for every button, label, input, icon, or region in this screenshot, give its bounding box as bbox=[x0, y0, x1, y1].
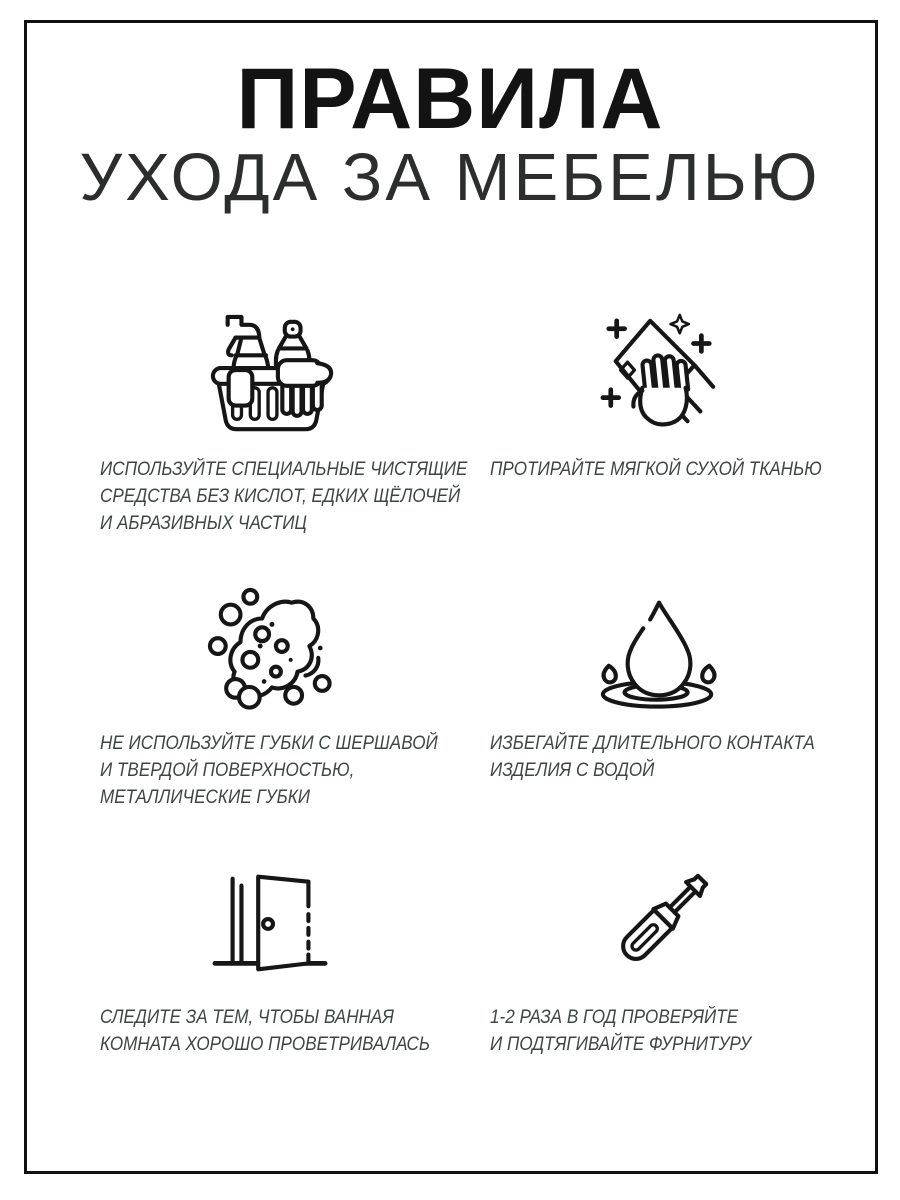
care-rule-caption bbox=[100, 730, 438, 811]
open-door-icon bbox=[207, 859, 335, 987]
sponge-icon bbox=[207, 585, 335, 713]
caption-line: НЕ ИСПОЛЬЗУЙТЕ ГУБКИ С ШЕРШАВОЙ bbox=[100, 733, 438, 754]
icon-box bbox=[100, 582, 460, 716]
caption-line: 1-2 РАЗА В ГОД ПРОВЕРЯЙТЕ bbox=[490, 1007, 739, 1028]
icon-box bbox=[490, 582, 850, 716]
caption-line: ИЗБЕГАЙТЕ ДЛИТЕЛЬНОГО КОНТАКТА bbox=[490, 733, 815, 754]
caption-line: И ТВЕРДОЙ ПОВЕРХНОСТЬЮ, bbox=[100, 760, 355, 781]
cleaning-supplies-basket-icon bbox=[207, 311, 335, 439]
care-rule-caption bbox=[490, 456, 822, 483]
caption-line: ИСПОЛЬЗУЙТЕ СПЕЦИАЛЬНЫЕ ЧИСТЯЩИЕ bbox=[100, 459, 468, 480]
water-drop-icon bbox=[597, 585, 725, 713]
poster-title: ПРАВИЛА bbox=[236, 51, 664, 147]
caption-line: ПРОТИРАЙТЕ МЯГКОЙ СУХОЙ ТКАНЬЮ bbox=[490, 459, 822, 480]
care-rule-item-2 bbox=[490, 308, 850, 582]
care-rule-item-1 bbox=[100, 308, 468, 582]
screwdriver-icon bbox=[597, 859, 725, 987]
icon-box bbox=[100, 308, 460, 442]
care-rule-item-6 bbox=[490, 856, 850, 1130]
care-rules-grid bbox=[100, 308, 850, 1130]
care-rule-item-3 bbox=[100, 582, 460, 856]
care-rule-caption bbox=[490, 730, 814, 784]
care-rule-item-5 bbox=[100, 856, 460, 1130]
care-rule-caption bbox=[100, 456, 468, 537]
care-rule-caption bbox=[100, 1004, 431, 1058]
caption-line: ИЗДЕЛИЯ С ВОДОЙ bbox=[490, 760, 655, 781]
caption-line: МЕТАЛЛИЧЕСКИЕ ГУБКИ bbox=[100, 787, 311, 808]
caption-line: И АБРАЗИВНЫХ ЧАСТИЦ bbox=[100, 513, 307, 534]
icon-box bbox=[490, 856, 850, 990]
poster-subtitle: УХОДА ЗА МЕБЕЛЬЮ bbox=[79, 140, 821, 215]
caption-line: СЛЕДИТЕ ЗА ТЕМ, ЧТОБЫ ВАННАЯ bbox=[100, 1007, 394, 1028]
care-rule-item-4 bbox=[490, 582, 850, 856]
icon-box bbox=[490, 308, 850, 442]
icon-box bbox=[100, 856, 460, 990]
caption-line: И ПОДТЯГИВАЙТЕ ФУРНИТУРУ bbox=[490, 1034, 751, 1055]
care-rule-caption bbox=[490, 1004, 814, 1058]
caption-line: КОМНАТА ХОРОШО ПРОВЕТРИВАЛАСЬ bbox=[100, 1034, 431, 1055]
wiping-hand-cloth-icon bbox=[597, 311, 725, 439]
caption-line: СРЕДСТВА БЕЗ КИСЛОТ, ЕДКИХ ЩЁЛОЧЕЙ bbox=[100, 486, 461, 507]
